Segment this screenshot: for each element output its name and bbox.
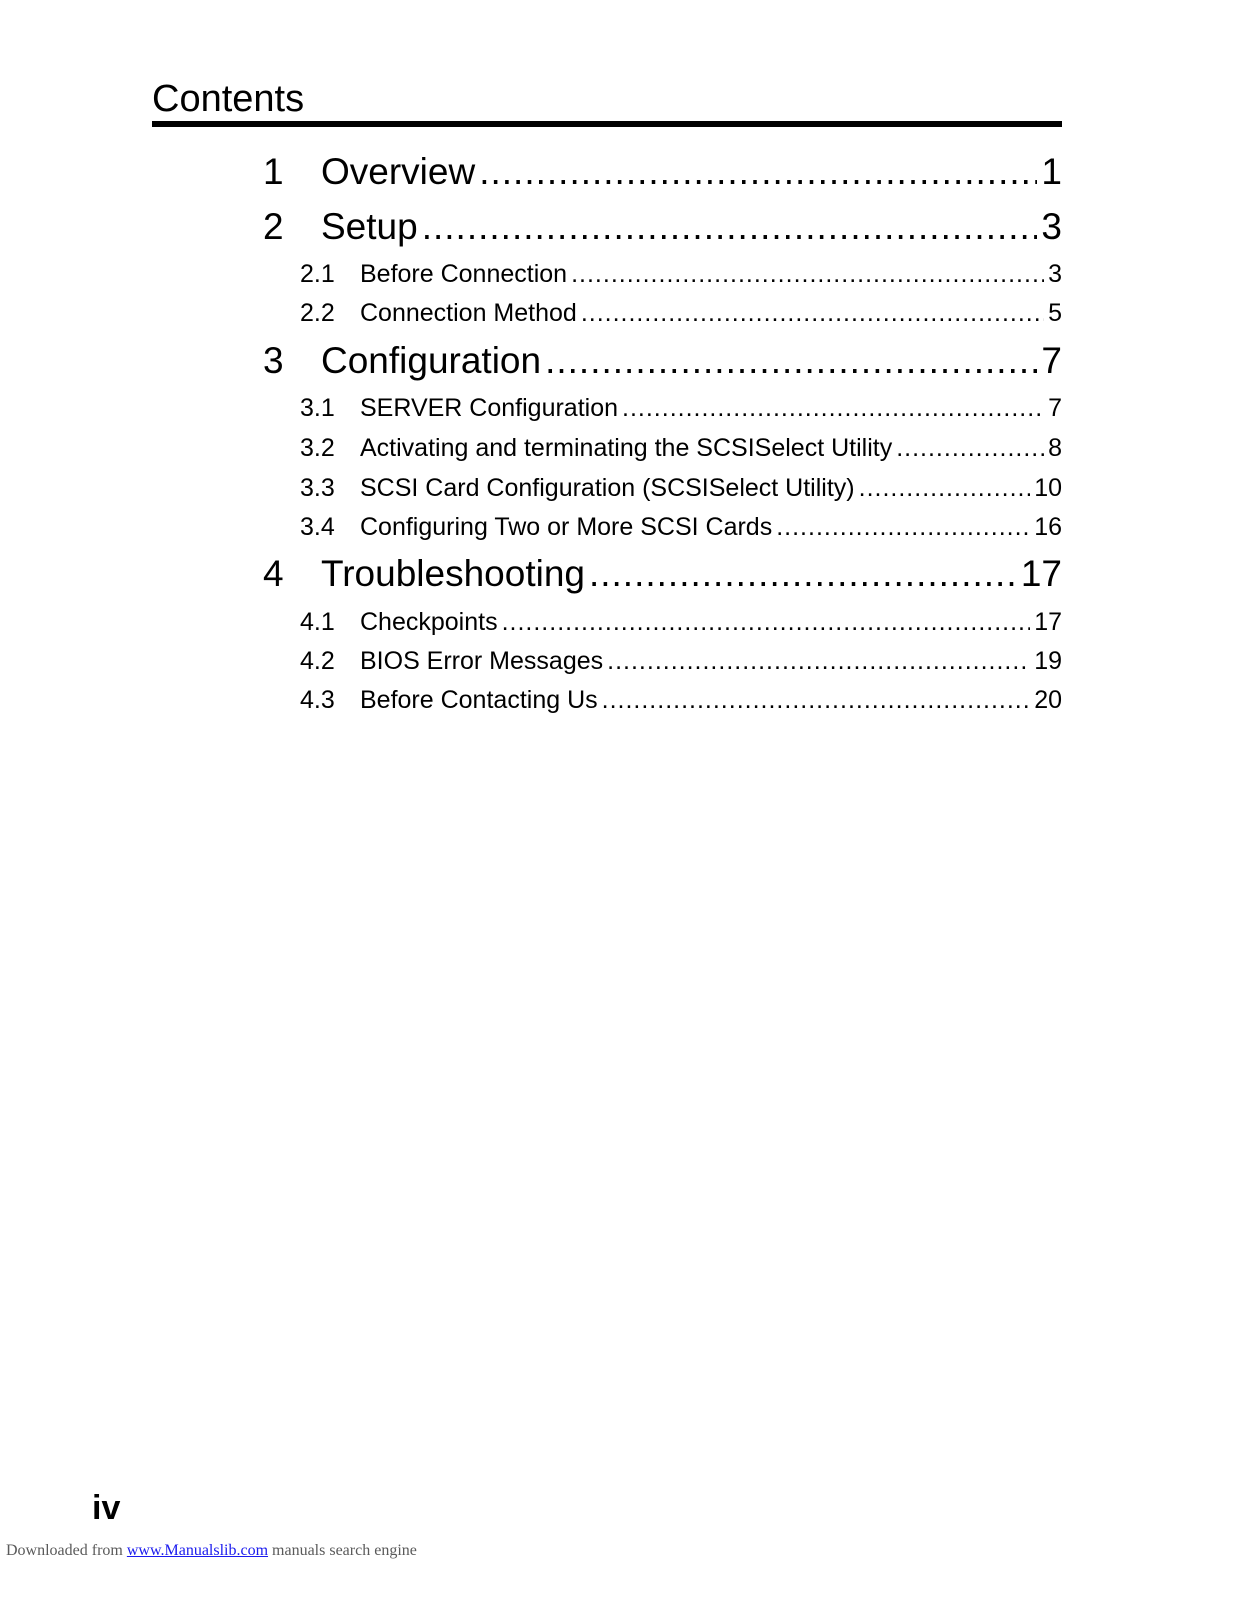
dot-leader [545,337,1037,385]
toc-entry-overview[interactable] [263,148,1062,196]
toc-entry-title: Configuration [321,340,542,381]
footer-suffix: manuals search engine [272,1542,417,1559]
toc-entry-connection-method[interactable] [300,296,1062,330]
toc-entry-number: 3.2 [300,434,335,462]
toc-entry-page: 5 [1048,299,1062,327]
toc-entry-troubleshooting[interactable] [263,550,1062,598]
toc-entry-number: 3 [263,340,284,381]
toc-entry-title: Troubleshooting [321,553,585,594]
dot-leader [602,683,1031,717]
dot-leader [589,550,1017,598]
toc-entry-page: 1 [1041,151,1062,192]
toc-entry-title: Overview [321,151,476,192]
toc-entry-before-contacting-us[interactable] [300,683,1062,717]
toc-entry-title: Configuring Two or More SCSI Cards [360,513,773,541]
toc-entry-page: 3 [1048,260,1062,288]
toc-entry-page: 20 [1034,686,1062,714]
dot-leader [571,257,1044,291]
manualslib-link[interactable]: www.Manualslib.com [126,1542,269,1559]
dot-leader [581,296,1044,330]
dot-leader [896,431,1044,465]
toc-entry-page: 8 [1048,434,1062,462]
toc-entry-title: Before Contacting Us [360,686,598,714]
toc-entry-number: 4 [263,553,284,594]
dot-leader [479,148,1037,196]
toc-entry-title: Connection Method [360,299,577,327]
toc-entry-page: 19 [1034,647,1062,675]
toc-entry-page: 7 [1041,340,1062,381]
toc-entry-number: 3.1 [300,394,335,422]
toc-entry-title: Setup [321,206,418,247]
toc-entry-number: 2.1 [300,260,335,288]
toc-entry-checkpoints[interactable] [300,605,1062,639]
dot-leader [622,391,1044,425]
toc-entry-number: 4.2 [300,647,335,675]
toc-entry-number: 1 [263,151,284,192]
dot-leader [776,510,1030,544]
toc-entry-setup[interactable] [263,203,1062,251]
footer-prefix: Downloaded from [6,1542,123,1559]
toc-entry-title: Checkpoints [360,608,498,636]
dot-leader [859,471,1031,505]
toc-entry-activating-scsiselect[interactable] [300,431,1062,465]
toc-entry-number: 4.1 [300,608,335,636]
toc-entry-before-connection[interactable] [300,257,1062,291]
page-number: iv [92,1489,121,1527]
dot-leader [607,644,1030,678]
toc-entry-number: 2.2 [300,299,335,327]
toc-entry-title: Activating and terminating the SCSISelect Utility [360,434,893,462]
toc-entry-number: 4.3 [300,686,335,714]
toc-entry-page: 16 [1034,513,1062,541]
toc-entry-page: 7 [1048,394,1062,422]
toc-entry-title: SERVER Configuration [360,394,619,422]
dot-leader [502,605,1031,639]
toc-entry-title: BIOS Error Messages [360,647,604,675]
toc-entry-scsi-card-configuration[interactable] [300,471,1062,505]
toc-entry-server-configuration[interactable] [300,391,1062,425]
toc-entry-bios-error-messages[interactable] [300,644,1062,678]
page-title: Contents [152,78,305,120]
toc-entry-number: 3.3 [300,474,335,502]
download-footer [6,1540,417,1562]
toc-entry-number: 3.4 [300,513,335,541]
toc-entry-page: 3 [1041,206,1062,247]
toc-entry-title: SCSI Card Configuration (SCSISelect Utility) [360,474,855,502]
toc-entry-number: 2 [263,206,284,247]
toc-entry-configuration[interactable] [263,337,1062,385]
toc-entry-multiple-scsi-cards[interactable] [300,510,1062,544]
toc-entry-page: 10 [1034,474,1062,502]
toc-entry-page: 17 [1020,553,1062,594]
dot-leader [422,203,1038,251]
table-of-contents [0,0,1237,760]
toc-entry-title: Before Connection [360,260,568,288]
toc-entry-page: 17 [1034,608,1062,636]
